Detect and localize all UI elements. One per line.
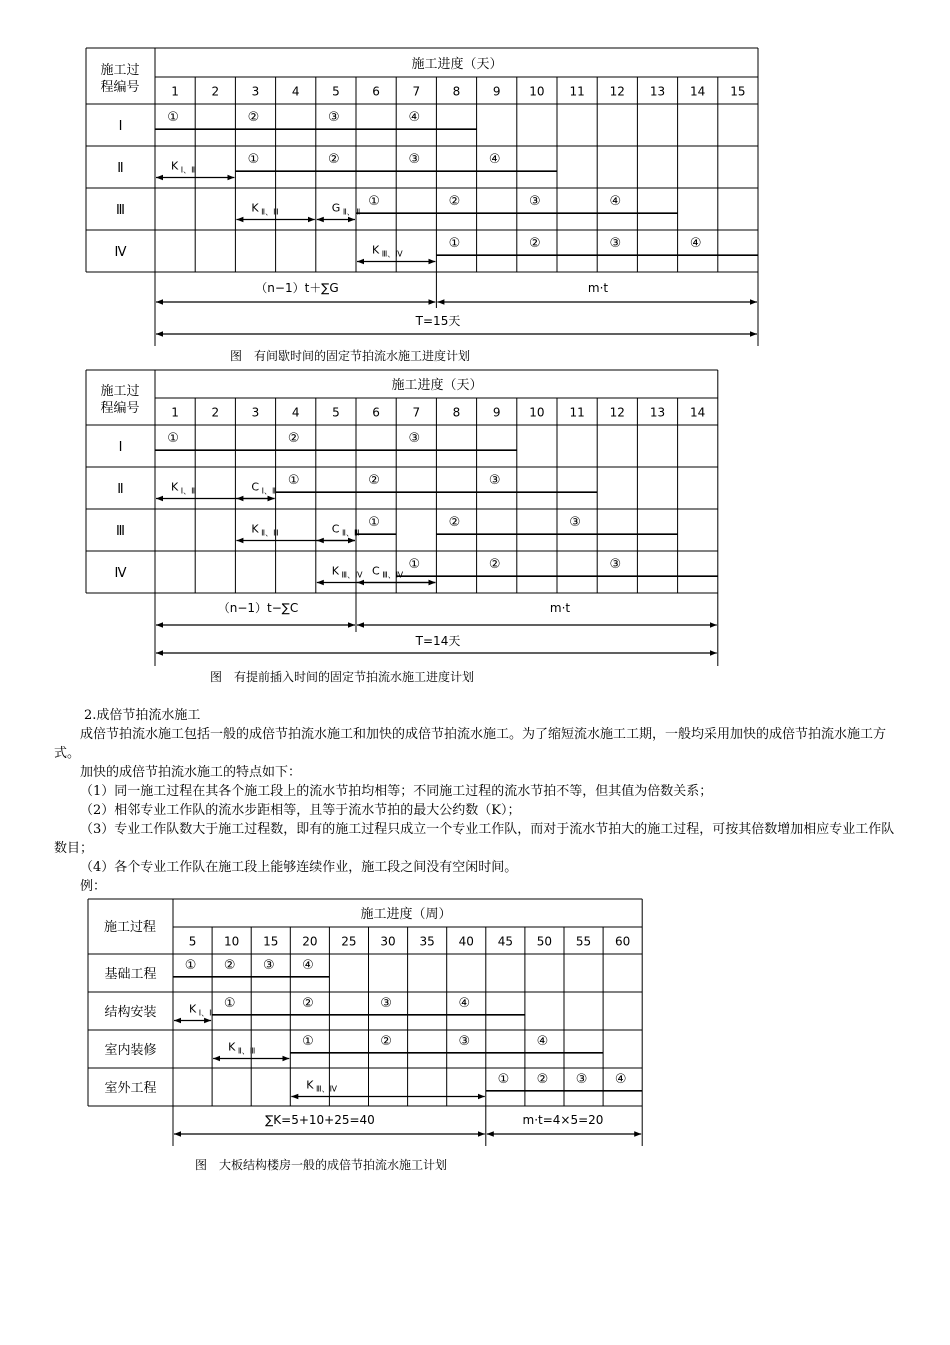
gap-arrows: [156, 160, 435, 262]
segment-label: ③: [458, 1033, 471, 1049]
column-label: 6: [372, 405, 380, 420]
column-label: 1: [171, 84, 179, 99]
left-duration-label: （n−1）t＋∑G: [255, 281, 339, 295]
column-label: 12: [609, 405, 625, 420]
row-labels: [115, 440, 127, 581]
segment-label: ④: [488, 152, 501, 168]
column-label: 1: [171, 405, 179, 420]
paragraph-1: 成倍节拍流水施工包括一般的成倍节拍流水施工和加快的成倍节拍流水施工。为了缩短流水施工工期，一般均采用加快的成倍节拍流水施工方式。: [54, 727, 887, 761]
column-label: 7: [412, 405, 421, 420]
column-label: 9: [492, 84, 501, 99]
segment-label: ③: [408, 152, 421, 168]
gap-label: K $_{Ⅱ、Ⅲ}$: [228, 1040, 256, 1056]
corner-label-line2: 程编号: [100, 80, 140, 95]
paragraph-4: （2）相邻专业工作队的流水步距相等，且等于流水节拍的最大公约数（K）；: [80, 803, 521, 818]
segment-label: ①: [368, 515, 380, 531]
column-label: 50: [536, 934, 553, 949]
chart-fixed-rhythm-with-overlap: [0, 366, 950, 666]
column-label: 30: [380, 934, 396, 949]
column-label: 9: [492, 405, 501, 420]
row-labels: [104, 966, 156, 1096]
row-labels: [115, 119, 127, 260]
row-label: Ⅰ: [118, 119, 123, 134]
column-label: 14: [690, 84, 706, 99]
column-label: 12: [609, 84, 625, 99]
column-label: 4: [291, 84, 300, 99]
row-label: Ⅲ: [116, 203, 125, 218]
segment-label: ①: [408, 557, 421, 573]
column-label: 7: [412, 84, 421, 99]
segment-label: ①: [167, 431, 179, 447]
segment-label: ①: [497, 1071, 510, 1087]
segment-label: ①: [167, 110, 179, 126]
column-label: 20: [302, 934, 318, 949]
column-label: 55: [575, 934, 592, 949]
segment-label: ④: [536, 1033, 549, 1049]
segment-label: ③: [328, 110, 340, 126]
gap-label: K $_{Ⅲ、Ⅳ}$: [331, 564, 363, 580]
segment-label: ④: [614, 1071, 627, 1087]
gap-label: K $_{Ⅰ、Ⅱ}$: [171, 480, 196, 496]
column-label: 10: [529, 405, 545, 420]
body-text: [54, 706, 904, 896]
gap-label: K $_{Ⅱ、Ⅲ}$: [251, 201, 279, 217]
column-label: 15: [263, 934, 279, 949]
schedule-grid: [86, 48, 758, 272]
segment-label: ②: [368, 473, 380, 489]
row-label: 室外工程: [104, 1081, 157, 1096]
segment-label: ③: [529, 194, 541, 210]
column-label: 5: [188, 934, 197, 949]
column-label: 40: [458, 934, 474, 949]
column-label: 14: [690, 405, 706, 420]
column-label: 5: [332, 84, 340, 99]
schedule-grid: [88, 899, 642, 1106]
right-duration-label: m·t=4×5=20: [522, 1113, 604, 1127]
segment-label: ④: [458, 995, 471, 1011]
column-label: 10: [224, 934, 240, 949]
row-label: Ⅲ: [116, 524, 125, 539]
segment-label: ①: [287, 473, 300, 489]
header-title: 施工进度（天）: [391, 378, 483, 393]
corner-label: 施工过程: [103, 920, 157, 935]
total-duration-label: T=15天: [415, 314, 461, 328]
segment-label: ③: [575, 1071, 588, 1087]
column-label: 35: [419, 934, 435, 949]
row-label: 结构安装: [104, 1005, 157, 1020]
chart2-caption: 图 有提前插入时间的固定节拍流水施工进度计划: [210, 670, 475, 684]
column-label: 8: [452, 84, 461, 99]
row-label: Ⅱ: [117, 161, 124, 176]
column-label: 8: [452, 405, 461, 420]
column-label: 6: [372, 84, 380, 99]
row-label: 室内装修: [104, 1043, 157, 1058]
segment-label: ②: [529, 236, 541, 252]
chart-multiple-rhythm: [0, 895, 950, 1150]
segment-label: ②: [328, 152, 340, 168]
segment-label: ④: [408, 110, 421, 126]
segment-label: ③: [380, 995, 392, 1011]
segment-label: ③: [609, 236, 622, 252]
header-title: 施工进度（天）: [411, 57, 503, 72]
gap-label: K $_{Ⅰ、Ⅱ}$: [189, 1002, 214, 1018]
column-label: 2: [211, 84, 220, 99]
row-label: 基础工程: [104, 967, 157, 982]
column-label: 3: [251, 405, 260, 420]
segment-label: ①: [184, 957, 197, 973]
paragraph-6: （4）各个专业工作队在施工段上能够连续作业，施工段之间没有空闲时间。: [80, 860, 518, 875]
segment-label: ①: [448, 236, 461, 252]
paragraph-3: （1）同一施工过程在其各个施工段上的流水节拍均相等；不同施工过程的流水节拍不等，但其值为倍数关系；: [80, 784, 713, 799]
segments: [155, 110, 758, 255]
column-label: 10: [529, 84, 545, 99]
chart1-caption: 图 有间歇时间的固定节拍流水施工进度计划: [230, 349, 471, 363]
segment-label: ②: [287, 431, 300, 447]
segment-label: ③: [569, 515, 581, 531]
column-label: 45: [497, 934, 513, 949]
column-label: 60: [615, 934, 631, 949]
segment-label: ④: [609, 194, 622, 210]
segment-label: ③: [488, 473, 501, 489]
segment-label: ②: [223, 957, 236, 973]
segment-label: ②: [380, 1033, 392, 1049]
corner-label-line1: 施工过: [100, 384, 140, 399]
corner-label-line1: 施工过: [100, 63, 140, 78]
segment-label: ①: [368, 194, 380, 210]
column-label: 13: [649, 405, 666, 420]
segment-label: ②: [488, 557, 501, 573]
segment-label: ③: [609, 557, 622, 573]
paragraph-7: 例：: [80, 879, 107, 894]
day-labels: [171, 406, 705, 420]
gap-arrows: [156, 481, 435, 583]
section-heading: 2.成倍节拍流水施工: [84, 708, 201, 723]
gap-label: G $_{Ⅱ、Ⅲ}$: [331, 201, 361, 217]
segment-label: ②: [448, 515, 461, 531]
gap-label: K $_{Ⅰ、Ⅱ}$: [171, 159, 196, 175]
chart-fixed-rhythm-with-gap: [0, 44, 950, 346]
total-duration-label: T=14天: [415, 634, 461, 648]
segment-label: ①: [247, 152, 260, 168]
chart3-caption: 图 大板结构楼房一般的成倍节拍流水施工计划: [195, 1158, 448, 1172]
header-title: 施工进度（周）: [360, 907, 452, 922]
gap-label: C $_{Ⅱ、Ⅲ}$: [331, 522, 360, 538]
duration-dimension: [155, 272, 758, 346]
schedule-grid: [86, 370, 718, 593]
segment-label: ①: [302, 1033, 314, 1049]
segment-label: ②: [247, 110, 260, 126]
row-label: Ⅳ: [114, 245, 127, 260]
segment-label: ④: [302, 957, 314, 973]
segment-label: ②: [302, 995, 314, 1011]
paragraph-5: （3）专业工作队数大于施工过程数，即有的施工过程只成立一个专业工作队，而对于流水节拍大的施工过程，可按其倍数增加相应专业工作队数目；: [54, 822, 895, 856]
column-label: 25: [341, 934, 357, 949]
day-labels: [171, 85, 745, 99]
right-duration-label: m·t: [549, 601, 571, 615]
segment-label: ③: [262, 957, 275, 973]
left-duration-label: （n−1）t−∑C: [217, 601, 299, 615]
column-label: 3: [251, 84, 260, 99]
row-label: Ⅳ: [114, 566, 127, 581]
gap-label: C $_{Ⅰ、Ⅱ}$: [251, 480, 276, 496]
corner-label-line2: 程编号: [100, 401, 140, 416]
gap-label: K $_{Ⅲ、Ⅳ}$: [372, 243, 403, 259]
paragraph-2: 加快的成倍节拍流水施工的特点如下：: [80, 765, 302, 780]
gap-label: K $_{Ⅱ、Ⅲ}$: [251, 522, 279, 538]
segment-label: ②: [448, 194, 461, 210]
row-label: Ⅱ: [117, 482, 124, 497]
column-label: 13: [649, 84, 666, 99]
left-duration-label: ∑K=5+10+25=40: [265, 1113, 375, 1127]
column-label: 2: [211, 405, 220, 420]
column-label: 11: [569, 84, 585, 99]
segment-label: ①: [223, 995, 236, 1011]
segment-label: ②: [536, 1071, 549, 1087]
row-label: Ⅰ: [118, 440, 123, 455]
right-duration-label: m·t: [587, 281, 609, 295]
column-label: 5: [332, 405, 340, 420]
column-label: 11: [569, 405, 585, 420]
segment-label: ③: [408, 431, 421, 447]
gap-label: K $_{Ⅲ、Ⅳ}$: [306, 1078, 337, 1094]
gap-label: C $_{Ⅲ、Ⅳ}$: [372, 564, 404, 580]
segment-label: ④: [689, 236, 702, 252]
column-label: 4: [291, 405, 300, 420]
column-label: 15: [730, 84, 746, 99]
